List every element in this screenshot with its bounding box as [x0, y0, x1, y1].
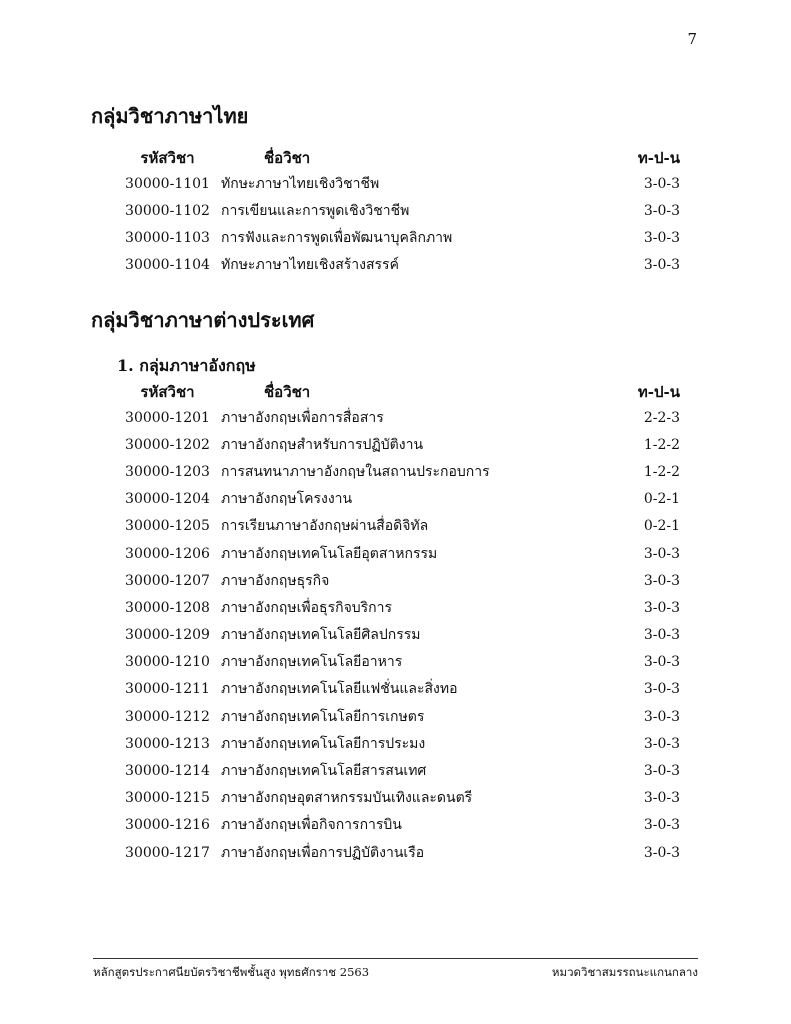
footer-category: หมวดวิชาสมรรถนะแกนกลาง [551, 965, 698, 979]
footer-curriculum-title: หลักสูตรประกาศนียบัตรวิชาชีพชั้นสูง พุทธศักราช 2563 [93, 965, 370, 979]
course-credits: 3-0-3 [643, 844, 680, 861]
course-name: ภาษาอังกฤษโครงงาน [221, 491, 353, 508]
course-code: 30000-1207 [125, 572, 210, 589]
course-code: 30000-1103 [125, 229, 210, 246]
table-header-row [114, 380, 680, 404]
course-name: การฟังและการพูดเพื่อพัฒนาบุคลิกภาพ [221, 229, 453, 246]
course-code: 30000-1201 [125, 409, 210, 426]
course-credits: 3-0-3 [643, 257, 680, 274]
course-name: ภาษาอังกฤษธุรกิจ [221, 572, 330, 589]
course-name: ภาษาอังกฤษสำหรับการปฏิบัติงาน [221, 436, 424, 453]
course-code: 30000-1204 [125, 491, 210, 508]
course-code: 30000-1217 [125, 844, 210, 861]
course-code: 30000-1206 [125, 545, 210, 562]
header-course-code: รหัสวิชา [140, 383, 195, 401]
course-name: ทักษะภาษาไทยเชิงวิชาชีพ [221, 175, 380, 192]
table-row [114, 812, 680, 839]
course-code: 30000-1214 [125, 763, 210, 780]
course-credits: 3-0-3 [643, 229, 680, 246]
subheading-english-group: 1. กลุ่มภาษาอังกฤษ [117, 356, 256, 375]
table-row [114, 197, 680, 224]
course-name: ภาษาอังกฤษเทคโนโลยีอาหาร [221, 654, 403, 671]
course-name: การสนทนาภาษาอังกฤษในสถานประกอบการ [221, 463, 490, 480]
course-name: ภาษาอังกฤษเทคโนโลยีอุตสาหกรรม [221, 545, 438, 562]
course-credits: 1-2-2 [643, 463, 680, 480]
course-name: ทักษะภาษาไทยเชิงสร้างสรรค์ [221, 257, 399, 274]
course-credits: 3-0-3 [643, 735, 680, 752]
course-code: 30000-1104 [125, 257, 210, 274]
course-credits: 3-0-3 [643, 572, 680, 589]
english-course-rows [114, 404, 680, 866]
course-name: ภาษาอังกฤษเทคโนโลยีการประมง [221, 735, 426, 752]
course-name: ภาษาอังกฤษเทคโนโลยีการเกษตร [221, 708, 425, 725]
course-code: 30000-1213 [125, 735, 210, 752]
course-name: ภาษาอังกฤษเพื่อธุรกิจบริการ [221, 599, 393, 616]
course-credits: 2-2-3 [643, 409, 680, 426]
course-credits: 1-2-2 [643, 436, 680, 453]
table-row [114, 622, 680, 649]
table-row [114, 486, 680, 513]
course-credits: 0-2-1 [643, 491, 680, 508]
table-row [114, 458, 680, 485]
table-row [114, 757, 680, 784]
course-name: การเขียนและการพูดเชิงวิชาชีพ [221, 202, 410, 219]
course-credits: 3-0-3 [643, 708, 680, 725]
header-course-name: ชื่อวิชา [264, 149, 311, 167]
course-code: 30000-1202 [125, 436, 210, 453]
table-row [114, 540, 680, 567]
course-credits: 3-0-3 [643, 790, 680, 807]
course-code: 30000-1209 [125, 627, 210, 644]
course-code: 30000-1210 [125, 654, 210, 671]
table-row [114, 252, 680, 279]
course-name: ภาษาอังกฤษเทคโนโลยีสารสนเทศ [221, 763, 427, 780]
course-credits: 3-0-3 [643, 599, 680, 616]
course-code: 30000-1208 [125, 599, 210, 616]
course-name: การเรียนภาษาอังกฤษผ่านสื่อดิจิทัล [221, 518, 429, 535]
table-header-row [114, 146, 680, 170]
table-row [114, 649, 680, 676]
course-credits: 3-0-3 [643, 763, 680, 780]
header-course-code: รหัสวิชา [140, 149, 195, 167]
course-credits: 3-0-3 [643, 681, 680, 698]
course-credits: 3-0-3 [643, 545, 680, 562]
table-row [114, 567, 680, 594]
course-code: 30000-1101 [125, 175, 210, 192]
course-credits: 3-0-3 [643, 627, 680, 644]
course-credits: 3-0-3 [643, 654, 680, 671]
table-row [114, 594, 680, 621]
header-credits: ท-ป-น [637, 149, 680, 167]
footer-divider [93, 958, 698, 959]
course-code: 30000-1216 [125, 817, 210, 834]
english-course-table [114, 380, 680, 866]
course-code: 30000-1212 [125, 708, 210, 725]
course-code: 30000-1215 [125, 790, 210, 807]
table-row [114, 676, 680, 703]
course-name: ภาษาอังกฤษอุตสาหกรรมบันเทิงและดนตรี [221, 790, 473, 807]
table-row [114, 839, 680, 866]
table-row [114, 431, 680, 458]
course-credits: 3-0-3 [643, 202, 680, 219]
course-code: 30000-1205 [125, 518, 210, 535]
header-credits: ท-ป-น [637, 383, 680, 401]
course-code: 30000-1211 [125, 681, 210, 698]
thai-course-rows [114, 170, 680, 279]
header-course-name: ชื่อวิชา [264, 383, 311, 401]
table-row [114, 170, 680, 197]
table-row [114, 404, 680, 431]
table-row [114, 224, 680, 251]
table-row [114, 730, 680, 757]
course-credits: 3-0-3 [643, 175, 680, 192]
section-heading-foreign: กลุ่มวิชาภาษาต่างประเทศ [91, 308, 315, 332]
page-number: 7 [687, 30, 697, 48]
course-name: ภาษาอังกฤษเพื่อการสื่อสาร [221, 409, 384, 426]
course-code: 30000-1102 [125, 202, 210, 219]
table-row [114, 785, 680, 812]
course-credits: 0-2-1 [643, 518, 680, 535]
course-name: ภาษาอังกฤษเพื่อการปฏิบัติงานเรือ [221, 844, 425, 861]
thai-course-table [114, 146, 680, 279]
table-row [114, 513, 680, 540]
table-row [114, 703, 680, 730]
section-heading-thai: กลุ่มวิชาภาษาไทย [91, 104, 249, 128]
course-credits: 3-0-3 [643, 817, 680, 834]
course-name: ภาษาอังกฤษเพื่อกิจการการบิน [221, 817, 402, 834]
course-code: 30000-1203 [125, 463, 210, 480]
course-name: ภาษาอังกฤษเทคโนโลยีศิลปกรรม [221, 627, 421, 644]
course-name: ภาษาอังกฤษเทคโนโลยีแฟชั่นและสิ่งทอ [221, 681, 458, 698]
